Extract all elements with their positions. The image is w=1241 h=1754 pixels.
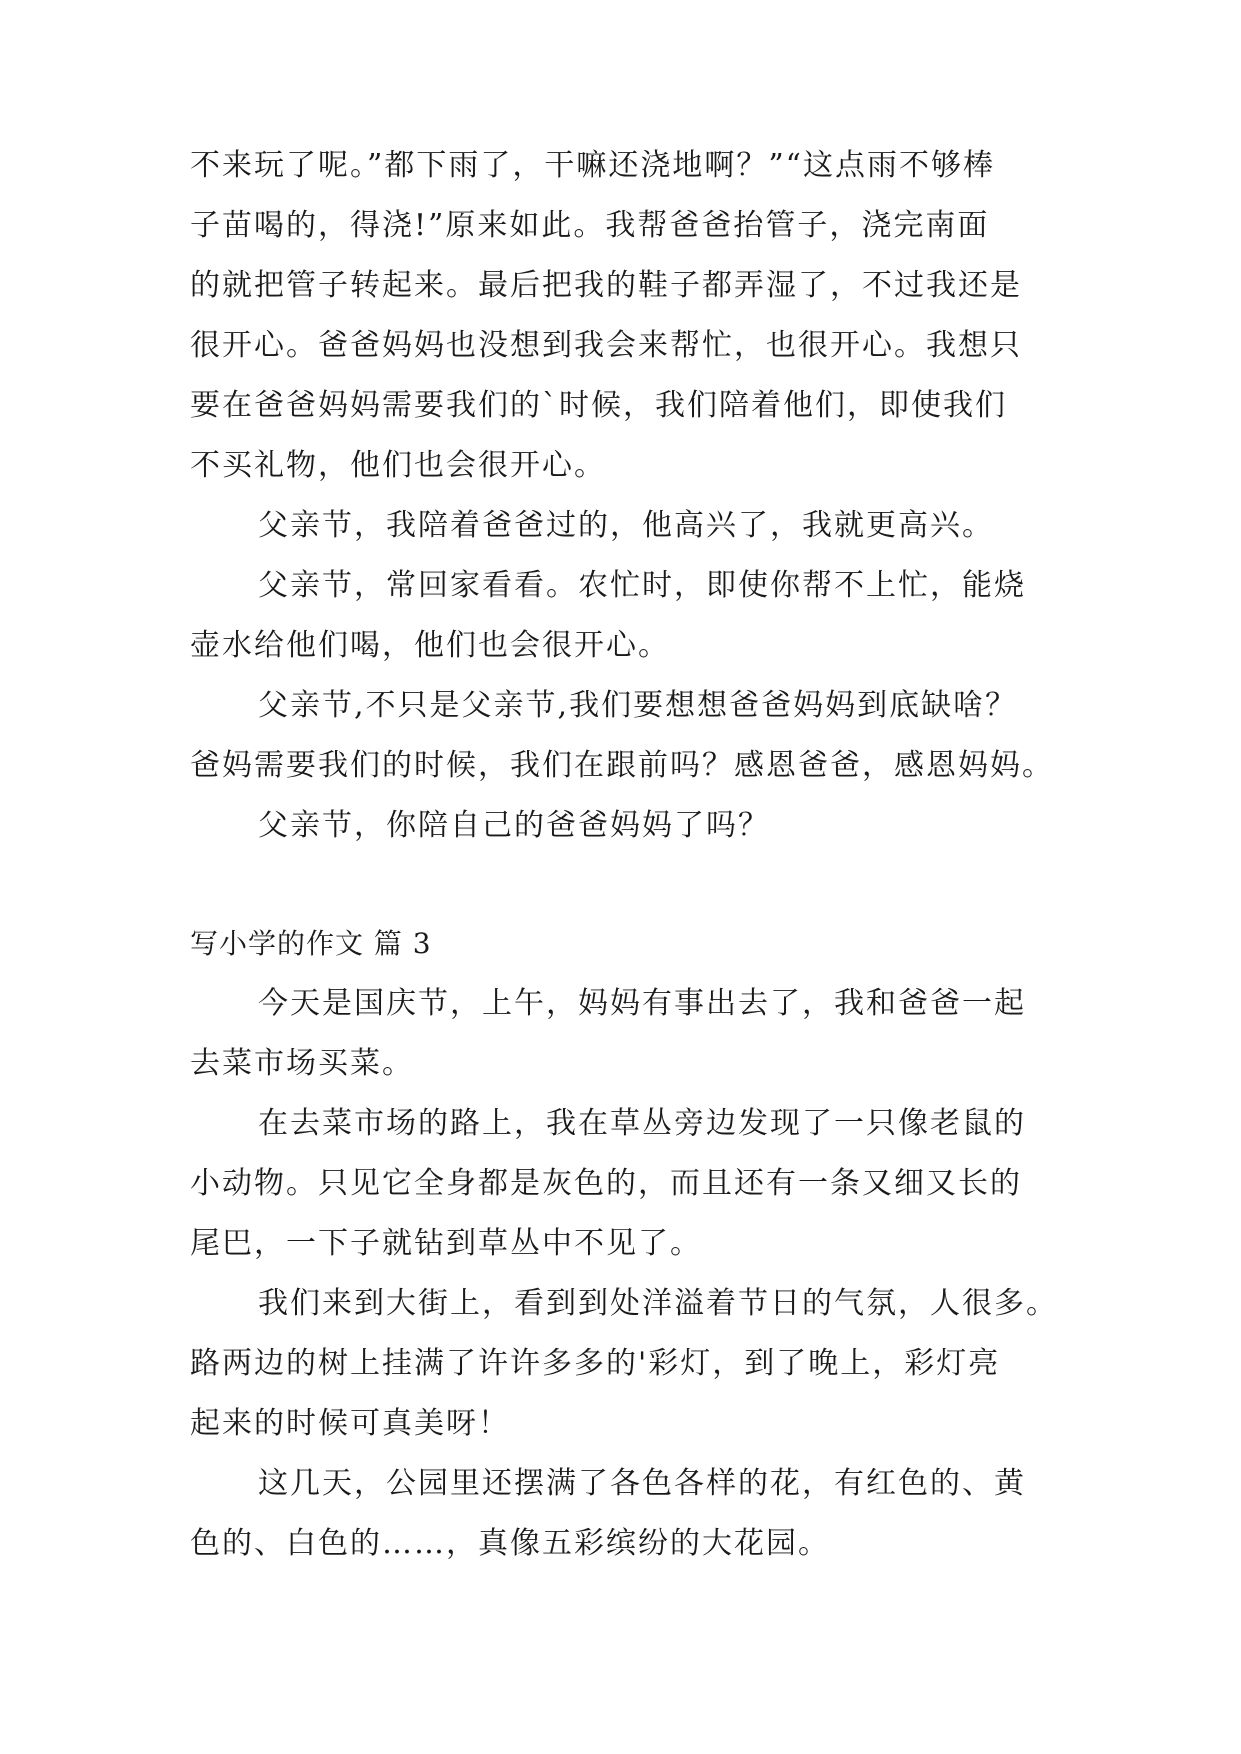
text-line: 的就把管子转起来。最后把我的鞋子都弄湿了，不过我还是 bbox=[190, 268, 1022, 303]
text-line: 子苗喝的，得浇!”原来如此。我帮爸爸抬管子，浇完南面 bbox=[190, 208, 990, 243]
paragraph-line: 在去菜市场的路上，我在草丛旁边发现了一只像老鼠的 bbox=[258, 1106, 1026, 1141]
text-line: 很开心。爸爸妈妈也没想到我会来帮忙，也很开心。我想只 bbox=[190, 328, 1022, 363]
paragraph-line: 小动物。只见它全身都是灰色的，而且还有一条又细又长的 bbox=[190, 1166, 1022, 1201]
paragraph-line: 父亲节,不只是父亲节,我们要想想爸爸妈妈到底缺啥？ bbox=[258, 688, 1018, 723]
paragraph: 父亲节，我陪着爸爸过的，他高兴了，我就更高兴。 bbox=[258, 508, 994, 543]
paragraph-line: 壶水给他们喝，他们也会很开心。 bbox=[190, 628, 670, 663]
paragraph-line: 今天是国庆节，上午，妈妈有事出去了，我和爸爸一起 bbox=[258, 986, 1026, 1021]
paragraph-line: 起来的时候可真美呀！ bbox=[190, 1406, 510, 1441]
paragraph-line: 这几天，公园里还摆满了各色各样的花，有红色的、黄 bbox=[258, 1466, 1026, 1501]
paragraph-line: 去菜市场买菜。 bbox=[190, 1046, 414, 1081]
section-heading: 写小学的作文 篇 3 bbox=[190, 927, 432, 960]
paragraph: 父亲节，你陪自己的爸爸妈妈了吗？ bbox=[258, 808, 770, 843]
text-line: 不来玩了呢。”都下雨了，干嘛还浇地啊？”“这点雨不够棒 bbox=[190, 148, 996, 183]
text-line: 要在爸爸妈妈需要我们的`时候，我们陪着他们，即使我们 bbox=[190, 388, 1007, 423]
text-line: 不买礼物，他们也会很开心。 bbox=[190, 448, 606, 483]
paragraph-line: 路两边的树上挂满了许许多多的'彩灯，到了晚上，彩灯亮 bbox=[190, 1346, 1001, 1381]
paragraph-line: 我们来到大街上，看到到处洋溢着节日的气氛，人很多。 bbox=[258, 1286, 1058, 1321]
paragraph-line: 爸妈需要我们的时候，我们在跟前吗？感恩爸爸，感恩妈妈。 bbox=[190, 748, 1054, 783]
paragraph-line: 尾巴，一下子就钻到草丛中不见了。 bbox=[190, 1226, 702, 1261]
paragraph-line: 色的、白色的……，真像五彩缤纷的大花园。 bbox=[190, 1526, 830, 1561]
paragraph-line: 父亲节，常回家看看。农忙时，即使你帮不上忙，能烧 bbox=[258, 568, 1026, 603]
